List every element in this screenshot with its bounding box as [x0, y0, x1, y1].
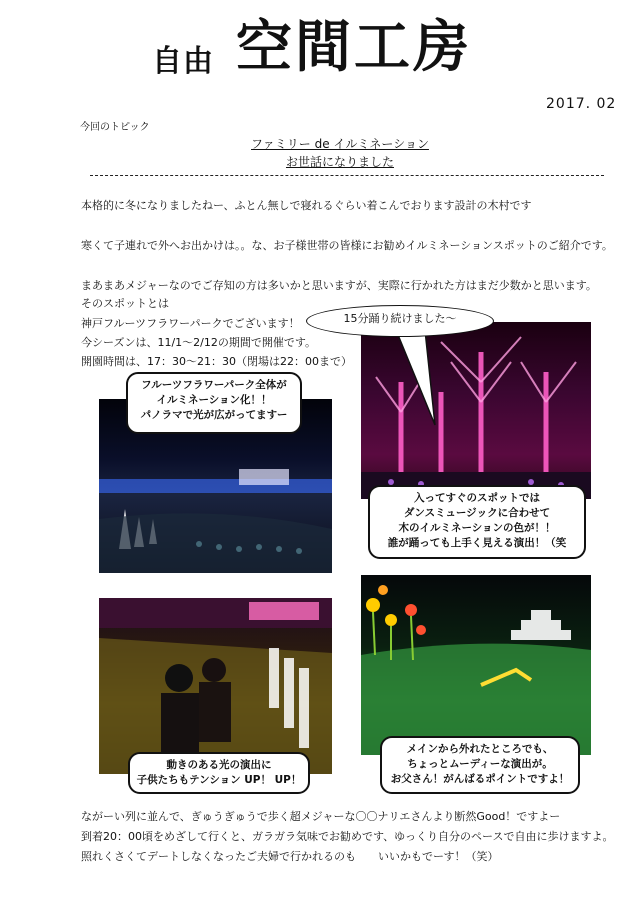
caption-line: ちょっとムーディーな演出が。	[407, 758, 553, 770]
caption-flower-field	[380, 736, 580, 794]
caption-line: メインから外れたところでも、	[406, 743, 554, 755]
caption-line: 子供たちもテンション UP！ UP！	[136, 774, 302, 786]
intro-line: 本格的に冬になりましたねー、ふとん無しで寝れるぐらい着こんでおります設計の木村です	[81, 199, 532, 212]
topic-label: 今回のトピック	[80, 122, 150, 133]
caption-line: 動きのある光の演出に	[166, 759, 272, 771]
intro-line: 寒くて子連れで外へお出かけは。。な、お子様世帯の皆様にお勧めイルミネーションスポットのご紹介です。	[81, 239, 613, 252]
caption-line: 誰が踊っても上手く見える演出！（笑	[387, 537, 567, 549]
intro-line: 今シーズンは、11/1～2/12の期間で開催です。	[81, 336, 316, 349]
closing-line: 照れくさくてデートしなくなったご夫婦で行かれるのも いいかもでーす！（笑）	[81, 850, 499, 863]
caption-line: パノラマで光が広がってますー	[140, 409, 288, 421]
caption-line: お父さん！がんばるポイントですよ！	[390, 773, 570, 785]
caption-line: ダンスミュージックに合わせて	[403, 507, 551, 519]
caption-panorama	[126, 372, 302, 434]
caption-line: フルーツフラワーパーク全体が	[141, 379, 287, 391]
photo-children	[99, 598, 332, 774]
closing-line: 到着20：00頃をめざして行くと、ガラガラ気味でお勧めです、ゆっくり自分のペースで自由に歩けますよ。	[81, 830, 614, 843]
closing-line: ながーい列に並んで、ぎゅうぎゅうで歩く超メジャーな〇〇ナリエさんより断然Good！ですよー	[81, 810, 561, 823]
intro-line: そのスポットとは	[81, 297, 169, 310]
topic-heading-line2: お世話になりました	[285, 155, 394, 169]
intro-line: まあまあメジャーなのでご存知の方は多いかと思いますが、実際に行かれた方はまだ少数かと思います。	[81, 279, 597, 292]
speech-bubble: 15分踊り続けました～	[306, 305, 494, 337]
intro-line: 神戸フルーツフラワーパークでございます！	[81, 317, 300, 330]
brand-prefix: 自由	[152, 44, 214, 79]
children-lights-graphic	[99, 598, 332, 774]
caption-children	[128, 752, 310, 794]
brand-title: 空間工房	[236, 15, 472, 80]
caption-line: 入ってすぐのスポットでは	[414, 492, 540, 504]
photo-flower-field	[361, 575, 591, 755]
intro-line: 開園時間は、17：30～21：30（閉場は22：00まで）	[81, 355, 352, 368]
caption-line: イルミネーション化！！	[156, 394, 272, 406]
dashed-divider	[90, 175, 604, 176]
flower-field-graphic	[361, 575, 591, 755]
caption-dance-trees	[368, 485, 586, 559]
topic-heading-line1: ファミリー de イルミネーション	[251, 137, 429, 151]
caption-line: 木のイルミネーションの色が！！	[398, 522, 556, 534]
issue-date: 2017. 02	[546, 96, 617, 112]
